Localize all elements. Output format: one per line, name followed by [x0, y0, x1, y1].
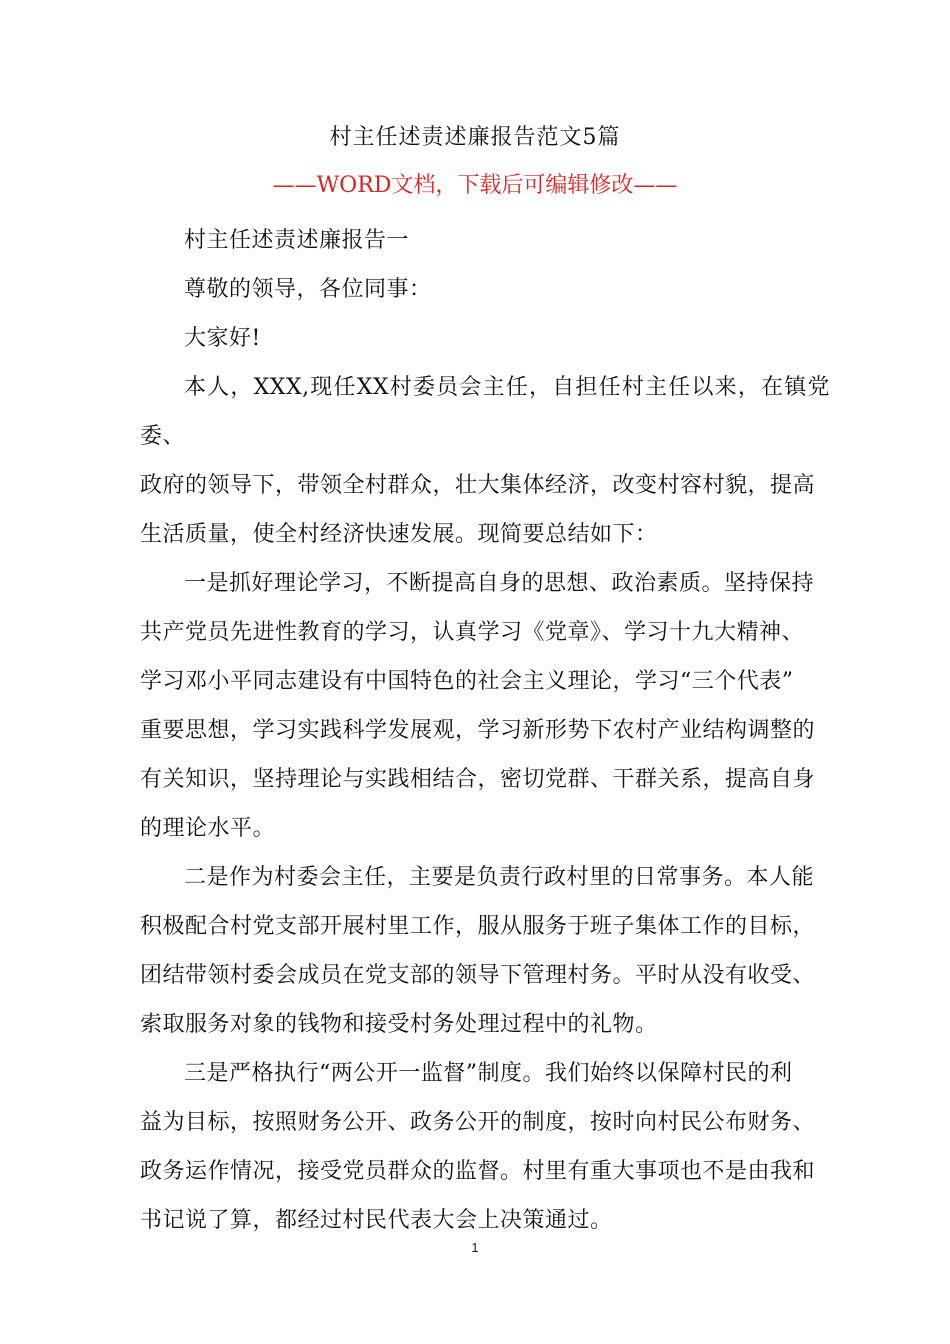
paragraph-line: 二是作为村委会主任，主要是负责行政村里的日常事务。本人能: [184, 865, 815, 890]
paragraph-line: 尊敬的领导，各位同事：: [184, 277, 432, 302]
paragraph: [140, 216, 830, 265]
paragraph-line: 大家好!: [184, 326, 261, 351]
paragraph: [140, 363, 830, 559]
page-number: 1: [471, 1240, 479, 1255]
paragraph-line: 益为目标，按照财务公开、政务公开的制度，按时向村民公布财务、: [140, 1110, 816, 1135]
paragraph: [140, 265, 830, 314]
paragraph-line: 政府的领导下，带领全村群众，壮大集体经济，改变村容村貌，提高: [140, 473, 816, 498]
paragraph: [140, 853, 830, 1049]
paragraph-line: 一是抓好理论学习，不断提高自身的思想、政治素质。坚持保持: [184, 571, 815, 596]
paragraph-line: 的理论水平。: [140, 816, 276, 841]
paragraph: [140, 1049, 830, 1245]
paragraph-line: 三是严格执行“两公开一监督”制度。我们始终以保障村民的利: [184, 1061, 793, 1086]
paragraph-line: 村主任述责述廉报告一: [184, 228, 410, 253]
paragraph-line: 书记说了算，都经过村民代表大会上决策通过。: [140, 1208, 613, 1233]
paragraph-line: 团结带领村委会成员在党支部的领导下管理村务。平时从没有收受、: [140, 963, 816, 988]
paragraph-line: 生活质量，使全村经济快速发展。现简要总结如下：: [140, 522, 658, 547]
paragraph-line: 共产党员先进性教育的学习，认真学习《党章》、学习十九大精神、: [140, 620, 805, 645]
paragraph-line: 索取服务对象的钱物和接受村务处理过程中的礼物。: [140, 1012, 658, 1037]
paragraph: [140, 559, 830, 853]
document-subtitle: ——WORD文档，下载后可编辑修改——: [272, 173, 678, 198]
paragraph: [140, 314, 830, 363]
paragraph-line: 政务运作情况，接受党员群众的监督。村里有重大事项也不是由我和: [140, 1159, 816, 1184]
paragraph-line: 积极配合村党支部开展村里工作，服从服务于班子集体工作的目标，: [140, 914, 816, 939]
paragraph-line: 学习邓小平同志建设有中国特色的社会主义理论，学习“三个代表”: [140, 669, 794, 694]
paragraph-line: 重要思想，学习实践科学发展观，学习新形势下农村产业结构调整的: [140, 718, 816, 743]
paragraph-line: 有关知识，坚持理论与实践相结合，密切党群、干群关系，提高自身: [140, 767, 816, 792]
paragraph-line: 本人，XXX,现任XX村委员会主任，自担任村主任以来，在镇党委、: [140, 375, 830, 449]
document-title: 村主任述责述廉报告范文5篇: [329, 125, 621, 150]
document-body: [140, 216, 830, 1245]
